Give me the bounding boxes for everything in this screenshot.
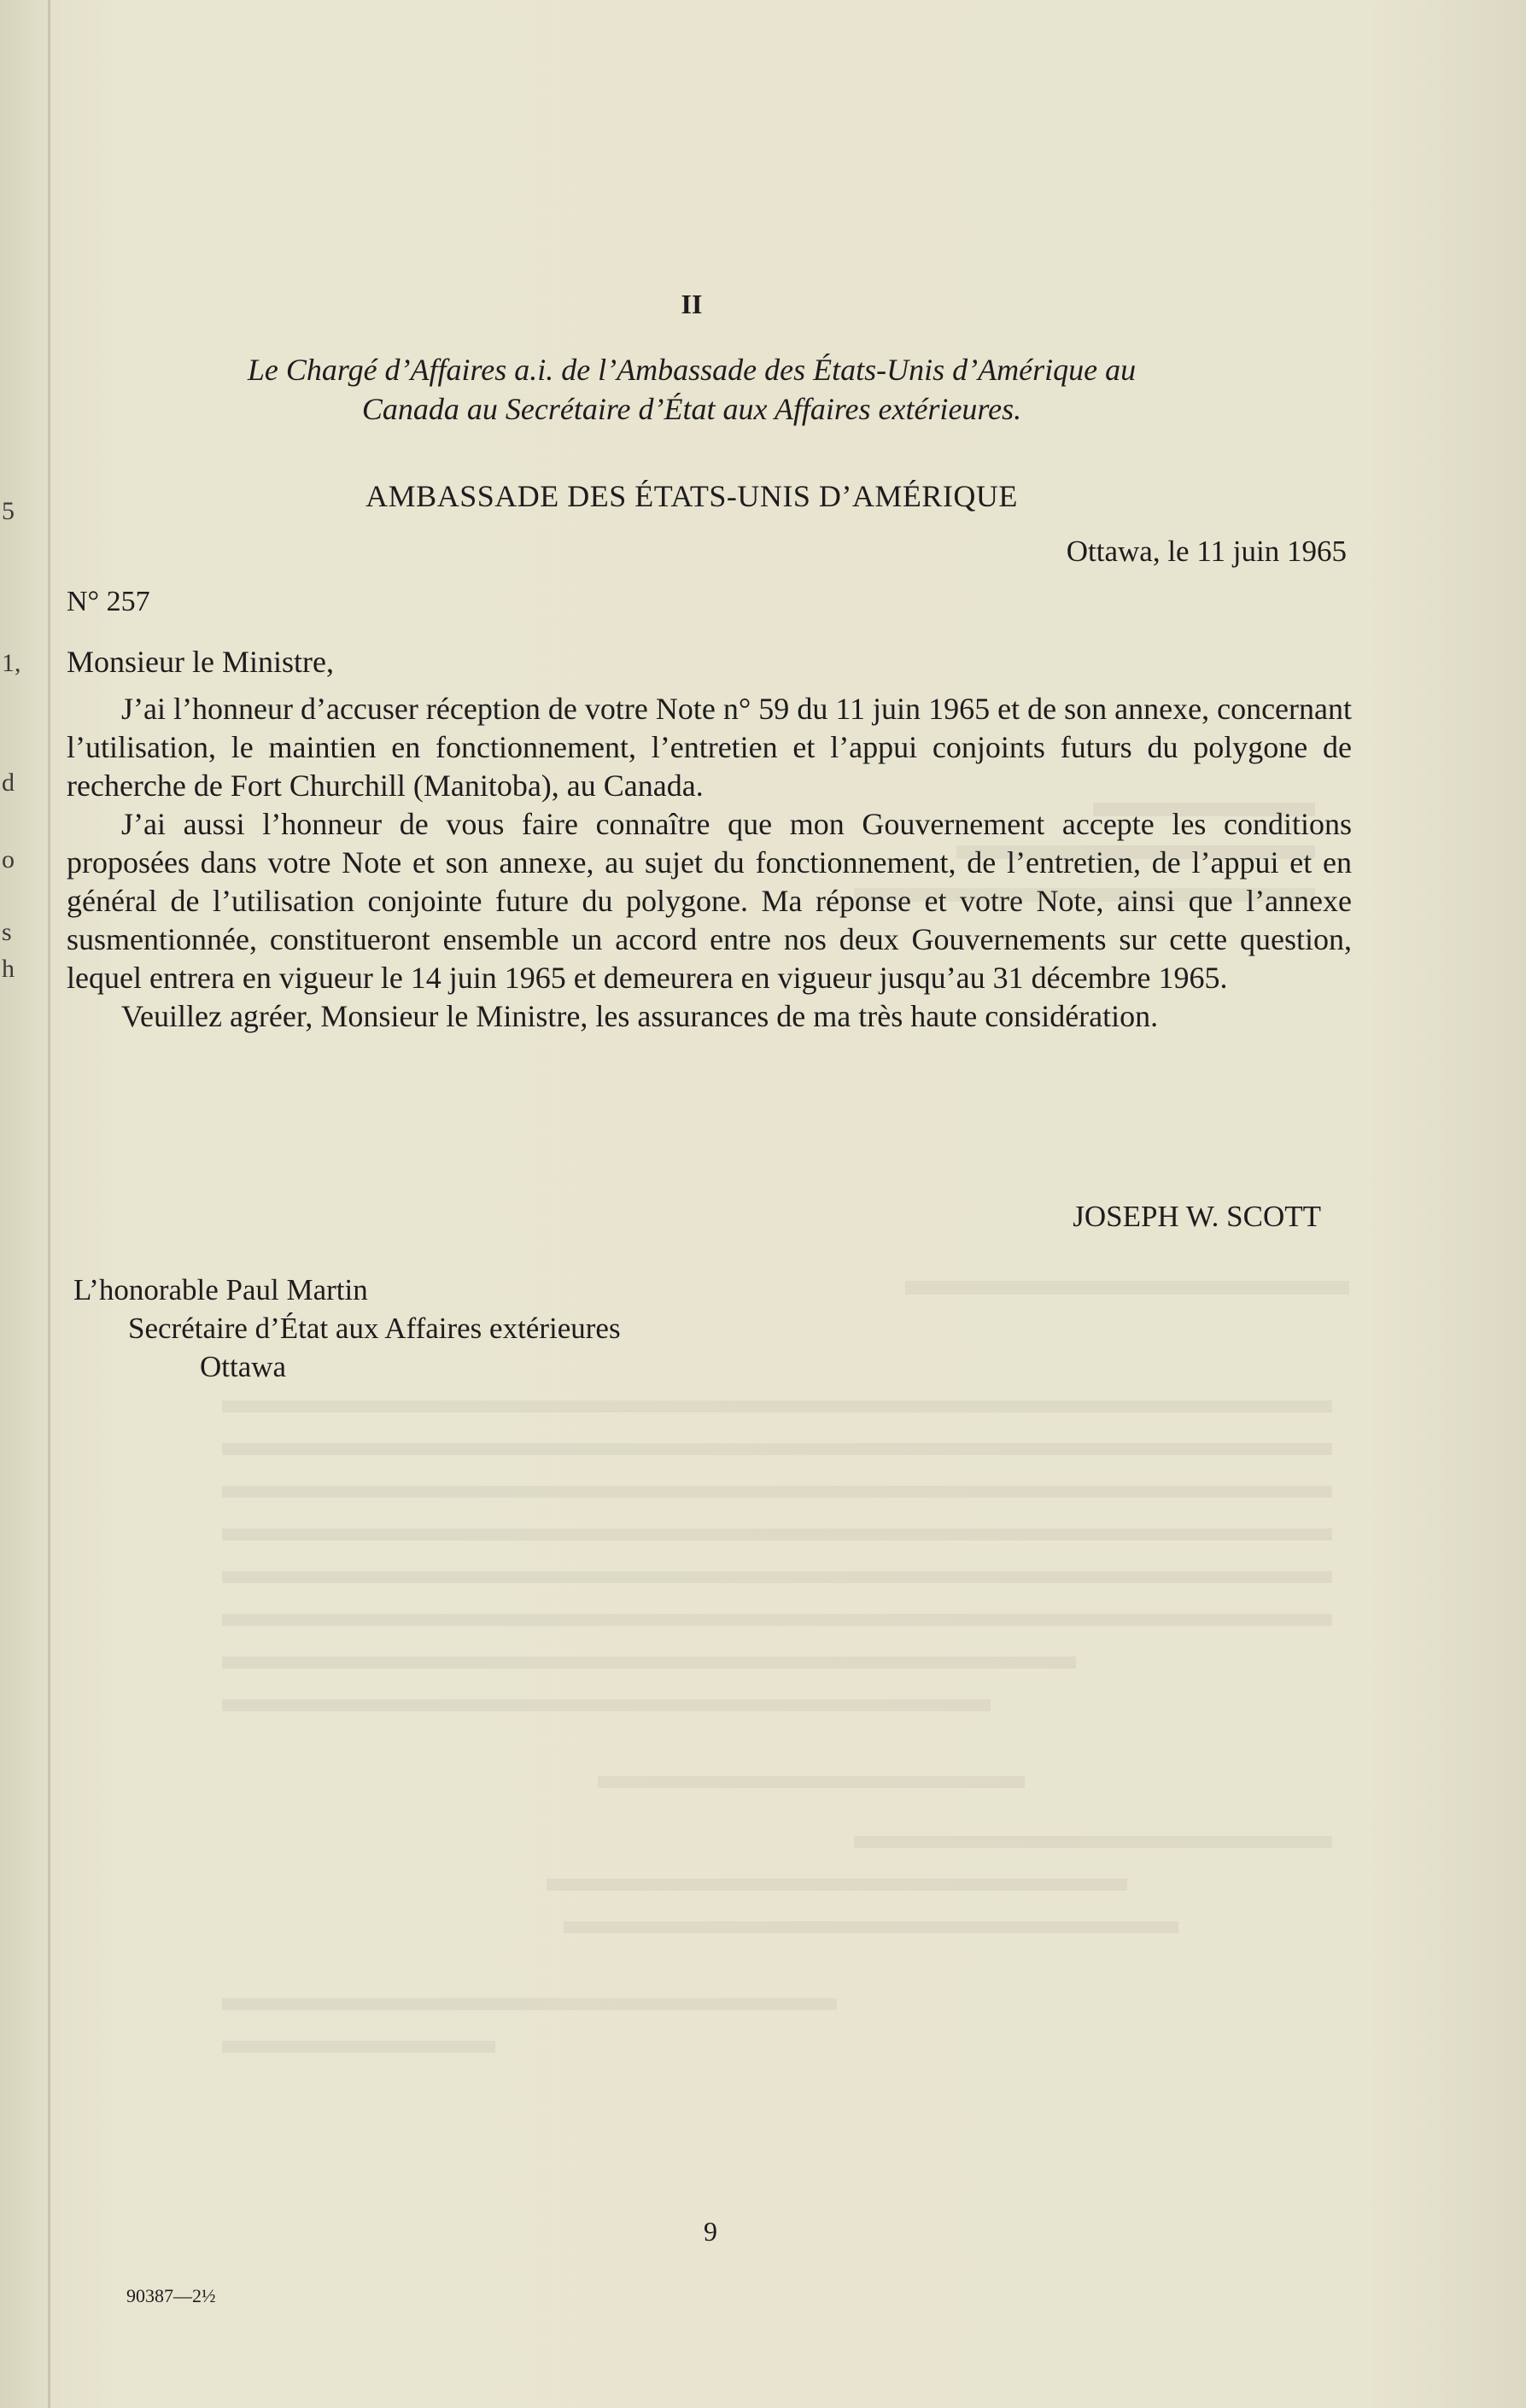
- margin-mark: h: [2, 955, 15, 983]
- margin-mark: o: [2, 845, 15, 874]
- letter-body: [67, 690, 1352, 1036]
- paragraph: J’ai l’honneur d’accuser réception de votre Note n° 59 du 11 juin 1965 et de son annexe, concernant l’utilisation, le maintien en fonctionnement, l’entretien et l’appui conjoints futurs du polygone de recherche de Fort Churchill (Manitoba), au Canada.: [67, 692, 1352, 803]
- salutation: Monsieur le Ministre,: [67, 645, 334, 679]
- signature: JOSEPH W. SCOTT: [1073, 1200, 1321, 1233]
- addressee-name: L’honorable Paul Martin: [73, 1273, 368, 1306]
- addressee-title: Secrétaire d’État aux Affaires extérieures: [128, 1312, 621, 1345]
- section-number: II: [681, 289, 703, 319]
- margin-mark: 1,: [2, 649, 21, 677]
- page-number: 9: [704, 2216, 717, 2247]
- margin-mark: s: [2, 918, 12, 946]
- addressee-city: Ottawa: [200, 1350, 287, 1383]
- letter-heading: Le Chargé d’Affaires a.i. de l’Ambassade des États-Unis d’Amérique au Canada au Secrétaire d’État aux Affaires extérieures.: [247, 353, 1137, 426]
- paragraph: J’ai aussi l’honneur de vous faire connaître que mon Gouvernement accepte les conditions proposées dans votre Note et son annexe, au sujet du fonctionnement, de l’entretien, de l’appui et en général de l’utilisation conjointe future du polygone. Ma réponse et votre Note, ainsi que l’annexe susmentionnée, constitueront ensemble un accord entre nos deux Gouvernements sur cette question, lequel entrera en vigueur le 14 juin 1965 et demeurera en vigueur jusqu’au 31 décembre 1965.: [67, 807, 1352, 995]
- margin-mark: d: [2, 769, 15, 797]
- letterhead: AMBASSADE DES ÉTATS-UNIS D’AMÉRIQUE: [365, 479, 1018, 513]
- paragraph: Veuillez agréer, Monsieur le Ministre, les assurances de ma très haute considération.: [121, 999, 1159, 1033]
- addressee-block: [73, 1271, 621, 1386]
- printer-code: 90387—2½: [126, 2285, 216, 2306]
- place-date: Ottawa, le 11 juin 1965: [1066, 535, 1347, 568]
- binding-gutter: [48, 0, 50, 2408]
- note-number: N° 257: [67, 586, 150, 617]
- margin-mark: 5: [2, 497, 15, 525]
